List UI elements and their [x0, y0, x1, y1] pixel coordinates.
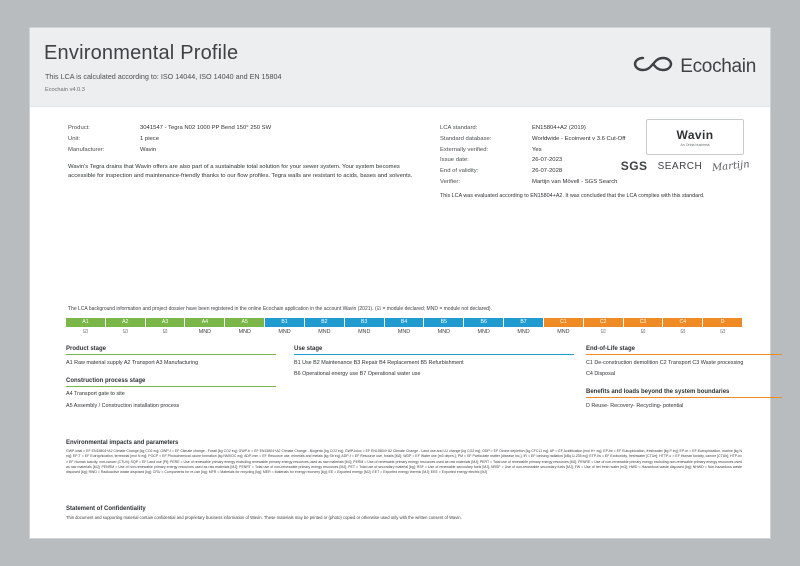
meta-value: Yes — [532, 146, 542, 153]
use-stage-heading: Use stage — [294, 346, 574, 355]
meta-label: Issue date: — [440, 157, 469, 164]
meta-label: Manufacturer: — [68, 146, 105, 153]
meta-value: 26-07-2028 — [532, 168, 563, 175]
meta-label: LCA standard: — [440, 125, 478, 131]
module-value: MND — [464, 327, 504, 337]
product-stage-items: A1 Raw material supply A2 Transport A3 Manufacturing — [66, 359, 199, 366]
infinity-icon — [633, 54, 673, 79]
module-code: C3 — [624, 318, 664, 327]
meta-label: Externally verified: — [440, 146, 489, 153]
module-value: MND — [345, 327, 385, 337]
impacts-section — [66, 440, 742, 475]
impacts-heading: Environmental impacts and parameters — [66, 440, 179, 446]
module-value: MND — [424, 327, 464, 337]
module-value: ☑ — [663, 327, 703, 337]
page-title: Environmental Profile — [44, 42, 239, 64]
module-code: C4 — [663, 318, 703, 327]
confidentiality-heading: Statement of Confidentiality — [66, 506, 146, 512]
app-version: Ecochain v4.0.3 — [45, 87, 85, 93]
module-code: D — [703, 318, 742, 327]
meta-row — [68, 125, 271, 132]
meta-row — [440, 136, 625, 143]
meta-row — [440, 147, 625, 154]
module-code: A3 — [146, 318, 186, 327]
document-page — [30, 28, 770, 538]
meta-label: End of validity: — [440, 168, 479, 175]
registration-note: The LCA background information and project dossier have been registered in the online Ecochain application in the account Wavin (2021). (☑ = module declared; MND = module not declared). — [68, 306, 492, 312]
module-code: A1 — [66, 318, 106, 327]
header-subtitle: This LCA is calculated according to: ISO 14044, ISO 14040 and EN 15804 — [45, 72, 282, 81]
module-value: MND — [305, 327, 345, 337]
eol-stage-column — [586, 346, 782, 410]
module-value: ☑ — [66, 327, 106, 337]
manufacturer-logo — [646, 119, 744, 155]
module-value: MND — [504, 327, 544, 337]
eol-stage-item: C1 De-construction demolition C2 Transport C3 Waste processing — [586, 359, 744, 366]
module-code: C1 — [544, 318, 584, 327]
meta-section — [30, 107, 770, 223]
module-code: A5 — [225, 318, 265, 327]
eol-stage-item: C4 Disposal — [586, 371, 616, 378]
meta-value: EN15804+A2 (2019) — [532, 125, 586, 131]
confidentiality-body: This document and supporting material contain confidential and proprietary business information of Wavin. These materials may be printed or (photo) copied or otherwise used only with the written consent of Wavin. — [66, 515, 462, 520]
meta-value: Wavin — [140, 146, 157, 153]
module-value: ☑ — [703, 327, 742, 337]
document-header — [30, 28, 770, 107]
meta-row — [440, 168, 625, 175]
module-code: B2 — [305, 318, 345, 327]
module-code: C2 — [584, 318, 624, 327]
meta-row — [68, 147, 271, 154]
module-value: MND — [385, 327, 425, 337]
product-stage-column — [66, 346, 276, 410]
product-meta — [68, 125, 271, 157]
confidentiality-section — [66, 506, 742, 521]
sgs-logo: SGS — [620, 159, 648, 173]
module-code: B4 — [385, 318, 425, 327]
meta-label: Unit: — [68, 135, 81, 142]
lca-meta — [440, 125, 625, 190]
verifier-signature: Martijn — [711, 158, 751, 174]
manufacturer-name: Wavin — [676, 127, 714, 142]
use-stage-item: B6 Operational energy use B7 Operational water use — [294, 371, 421, 378]
meta-value: 3041547 - Tegra N02 1000 PP Bend 150° 250 SW — [140, 125, 272, 131]
module-code: B5 — [424, 318, 464, 327]
modules-header-row — [66, 318, 742, 327]
module-value: ☑ — [584, 327, 624, 337]
meta-value: 26-07-2023 — [532, 157, 563, 164]
benefits-item: D Reuse- Recovery- Recycling- potential — [586, 402, 684, 409]
module-value: ☑ — [624, 327, 664, 337]
modules-table — [66, 318, 742, 337]
meta-row — [440, 157, 625, 164]
construction-stage-item: A5 Assembly / Construction installation process — [66, 402, 180, 409]
meta-value: 1 piece — [140, 135, 159, 142]
manufacturer-tagline: An Orbia business — [680, 142, 710, 147]
meta-row — [440, 179, 625, 186]
construction-stage-heading: Construction process stage — [66, 378, 276, 387]
search-logo: SEARCH — [657, 160, 703, 172]
module-value: MND — [185, 327, 225, 337]
module-code: B6 — [464, 318, 504, 327]
meta-label: Verifier: — [440, 178, 460, 185]
module-code: B3 — [345, 318, 385, 327]
module-value: MND — [225, 327, 265, 337]
verifier-marks — [621, 159, 750, 173]
module-code: A4 — [185, 318, 225, 327]
impacts-body: GWP-total = EF EN15804+A2 Climate Change [kg CO2 eq]; GWP-f = EF Climate change - Fossil [kg CO2 eq]; GWP-b = EF EN15804+A2 Climate Change - Biogenic [kg CO2 eq]; GWP-luluc = EF EN15804+A2 Climate Change - Land use and LU change [kg CO2 eq]; ODP = EF Ozone depletion [kg CFC11 eq]; AP = EF Acidification [mol H+ eq]; EP-fw = EF Eutrophication, freshwater [kg P eq]; EP-m = EF Eutrophication, marine [kg N eq]; EP-T = EF Eutrophication, terrestrial [mol N eq]; POCP = EF Photochemical ozone formation [kg NMVOC eq]; ADP-mm = EF Resource use, minerals and metals [kg Sb eq]; ADP-f = EF Resource use, fossils [MJ]; WDP = EF Water use [m3 depriv.]; PM = EF Particulate matter [disease inc.]; IR = EF Ionising radiation [kBq U-235 eq]; ETP-fw = EF Ecotoxicity, freshwater [CTUe]; HTTP-c = EF Human toxicity, cancer [CTUh]; HTP-nc = EF Human toxicity, non-cancer [CTUh]; SQP = EF Land use [Pt]; PERE = Use of renewable primary energy excluding renewable primary energy resources used as raw materials [MJ]; PERM = Use of renewable primary energy resources used as raw materials [MJ]; PERT = Total use of renewable primary energy resources [MJ]; PENRE = Use of non-renewable primary energy excluding non-renewable primary energy resources used as raw materials [MJ]; PENRM = Use of non-renewable primary energy resources used as raw materials [MJ]; PENRT = Total use of non-renewable primary energy resources [MJ]; PET = Total use of secondary material [kg]; RSF = Use of renewable secondary fuels [MJ]; NRSF = Use of non-renewable secondary fuels [MJ]; FW = Use of net fresh water [m3]; HWD = Hazardous waste disposed [kg]; NHWD = Non-hazardous waste disposed [kg]; RWD = Radioactive waste disposed [kg]; CRU = Components for re-use [kg]; MFR = Materials for recycling [kg]; MER = Materials for energy recovery [kg]; EE = Exported energy [MJ]; EET = Exported energy thermic [MJ]; EEE = Exported energy electric [MJ] — [66, 449, 742, 474]
eol-stage-heading: End-of-Life stage — [586, 346, 782, 355]
use-stage-item: B1 Use B2 Maintenance B3 Repair B4 Replacement B5 Refurbishment — [294, 359, 464, 366]
use-stage-column — [294, 346, 574, 378]
modules-value-row — [66, 327, 742, 337]
brand-name: Ecochain — [680, 55, 756, 77]
verification-note: This LCA was evaluated according to EN15804+A2. It was concluded that the LCA complies with this standard. — [440, 193, 705, 199]
module-value: ☑ — [146, 327, 186, 337]
benefits-heading: Benefits and loads beyond the system boundaries — [586, 389, 782, 398]
product-stage-heading: Product stage — [66, 346, 276, 355]
meta-value: Worldwide - Ecoinvent v 3.6 Cut-Off — [532, 135, 626, 142]
meta-value: Martijn van Mövell - SGS Search — [532, 178, 618, 185]
meta-row — [440, 125, 625, 132]
module-value: MND — [265, 327, 305, 337]
product-description: Wavin's Tegra drains that Wavin offers are also part of a sustainable total solution for your sewer system. Your system becomes accessible for inspection and maintenance-friendly thanks to our flow profiles. Tegra walls are resistant to acids, bases and solvents. — [68, 164, 413, 180]
meta-label: Product: — [68, 125, 90, 131]
module-value: MND — [544, 327, 584, 337]
ecochain-logo — [633, 54, 756, 79]
module-code: A2 — [106, 318, 146, 327]
construction-stage-item: A4 Transport gate to site — [66, 391, 125, 398]
meta-row — [68, 136, 271, 143]
module-code: B7 — [504, 318, 544, 327]
module-value: ☑ — [106, 327, 146, 337]
meta-label: Standard database: — [440, 135, 492, 142]
module-code: B1 — [265, 318, 305, 327]
